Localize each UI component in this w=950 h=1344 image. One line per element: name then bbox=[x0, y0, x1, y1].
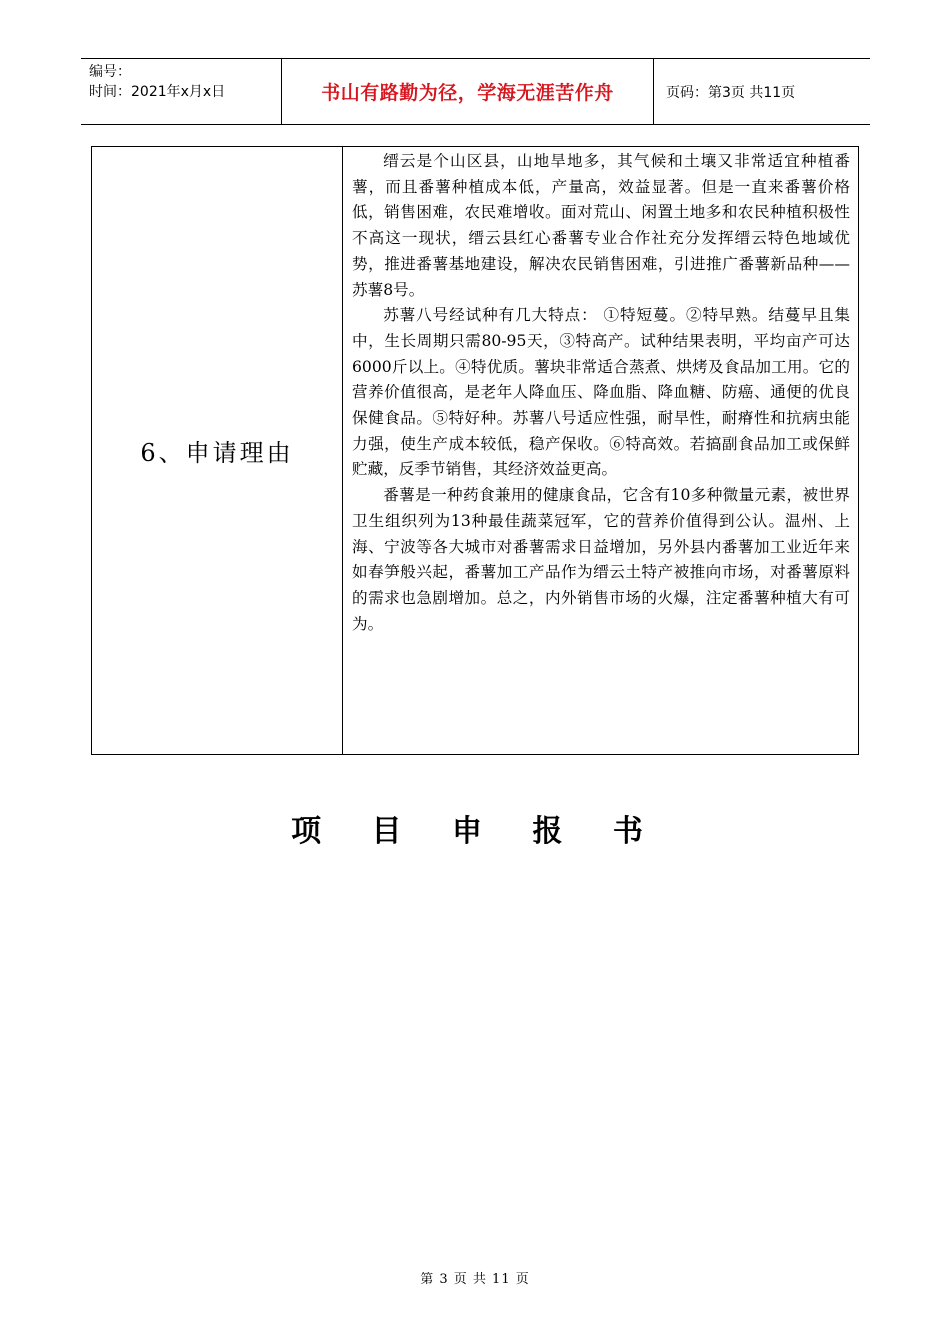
row-label: 6、申请理由 bbox=[92, 147, 343, 754]
content-paragraph: 缙云是个山区县，山地旱地多，其气候和土壤又非常适宜种植番薯，而且番薯种植成本低，产量高，效益显著。但是一直来番薯价格低，销售困难，农民难增收。面对荒山、闲置土地多和农民种植积极性不高这一现状，缙云县红心番薯专业合作社充分发挥缙云特色地域优势，推进番薯基地建设，解决农民销售困难，引进推广番薯新品种——苏薯8号。 bbox=[352, 152, 850, 299]
page-footer: 第 3 页 共 11 页 bbox=[420, 1272, 530, 1287]
page-header bbox=[81, 58, 870, 125]
application-reason-table bbox=[91, 146, 859, 755]
document-title: 项 目 申 报 书 bbox=[291, 814, 663, 849]
row-content bbox=[343, 147, 858, 754]
document-time-label: 时间：2021年x月x日 bbox=[89, 84, 226, 100]
document-number-label: 编号： bbox=[89, 64, 131, 80]
content-paragraph: 番薯是一种药食兼用的健康食品，它含有10多种微量元素，被世界卫生组织列为13种最佳蔬菜冠军，它的营养价值得到公认。温州、上海、宁波等各大城市对番薯需求日益增加，另外县内番薯加工业近年来如春笋般兴起，番薯加工产品作为缙云土特产被推向市场，对番薯原料的需求也急剧增加。总之，内外销售市场的火爆，注定番薯种植大有可为。 bbox=[352, 486, 850, 633]
header-meta bbox=[81, 59, 282, 124]
header-page-info: 页码：第3页 共11页 bbox=[666, 84, 796, 101]
header-motto: 书山有路勤为径，学海无涯苦作舟 bbox=[282, 59, 654, 124]
content-paragraph: 苏薯八号经试种有几大特点： ①特短蔓。②特早熟。结蔓早且集中，生长周期只需80-95天，③特高产。试种结果表明，平均亩产可达6000斤以上。④特优质。薯块非常适合蒸煮、烘烤及食品加工用。它的营养价值很高，是老年人降血压、降血脂、降血糖、防癌、通便的优良保健食品。⑤特好种。苏薯八号适应性强，耐旱性，耐瘠性和抗病虫能力强，使生产成本较低，稳产保收。⑥特高效。若搞副食品加工或保鲜贮藏，反季节销售，其经济效益更高。 bbox=[352, 306, 850, 479]
